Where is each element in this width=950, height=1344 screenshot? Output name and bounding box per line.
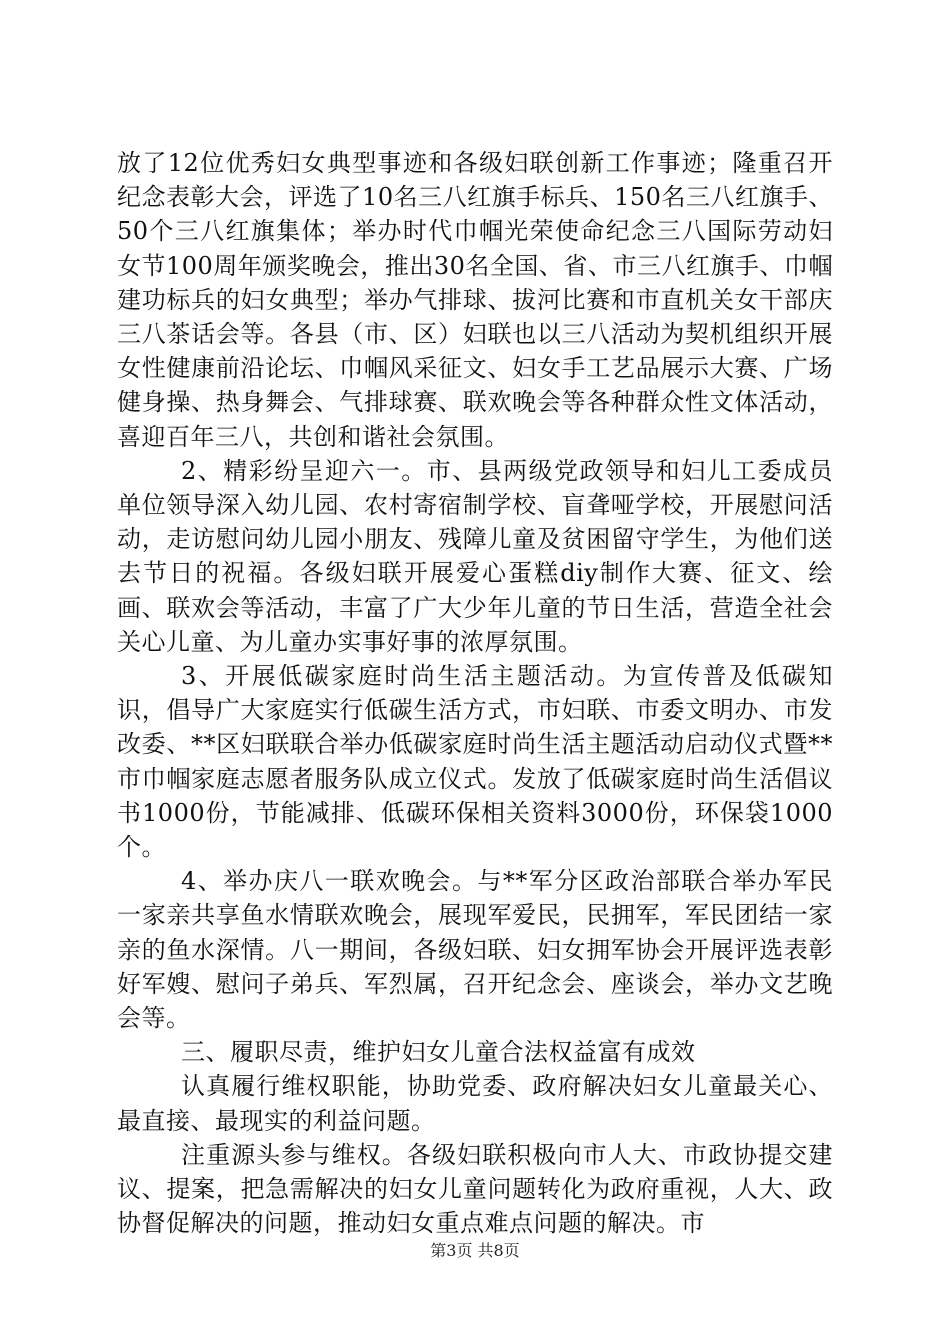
paragraph-5: 认真履行维权职能，协助党委、政府解决妇女儿童最关心、最直接、最现实的利益问题。 bbox=[117, 1072, 833, 1135]
paragraph-1: 放了12位优秀妇女典型事迹和各级妇联创新工作事迹；隆重召开纪念表彰大会，评选了10名三八红旗手标兵、150名三八红旗手、50个三八红旗集体；举办时代巾帼光荣使命纪念三八国际劳动妇女节100周年颁奖晚会，推出30名全国、省、市三八红旗手、巾帼建功标兵的妇女典型；举办气排球、拔河比赛和市直机关女干部庆三八茶话会等。各县（市、区）妇联也以三八活动为契机组织开展女性健康前沿论坛、巾帼风采征文、妇女手工艺品展示大赛、广场健身操、热身舞会、气排球赛、联欢晚会等各种群众性文体活动，喜迎百年三八，共创和谐社会氛围。 bbox=[117, 149, 833, 451]
paragraph-3: 3、开展低碳家庭时尚生活主题活动。为宣传普及低碳知识，倡导广大家庭实行低碳生活方式，市妇联、市委文明办、市发改委、**区妇联联合举办低碳家庭时尚生活主题活动启动仪式暨**市巾帼家庭志愿者服务队成立仪式。发放了低碳家庭时尚生活倡议书1000份，节能减排、低碳环保相关资料3000份，环保袋1000个。 bbox=[117, 662, 833, 862]
page-number-footer: 第3页 共8页 bbox=[430, 1241, 520, 1260]
paragraph-4: 4、举办庆八一联欢晚会。与**军分区政治部联合举办军民一家亲共享鱼水情联欢晚会，展现军爱民，民拥军，军民团结一家亲的鱼水深情。八一期间，各级妇联、妇女拥军协会开展评选表彰好军嫂、慰问子弟兵、军烈属，召开纪念会、座谈会，举办文艺晚会等。 bbox=[117, 867, 833, 1033]
section-heading: 三、履职尽责，维护妇女儿童合法权益富有成效 bbox=[181, 1038, 696, 1067]
body-text bbox=[117, 146, 833, 1241]
paragraph-2: 2、精彩纷呈迎六一。市、县两级党政领导和妇儿工委成员单位领导深入幼儿园、农村寄宿制学校、盲聋哑学校，开展慰问活动，走访慰问幼儿园小朋友、残障儿童及贫困留守学生，为他们送去节日的祝福。各级妇联开展爱心蛋糕diy制作大赛、征文、绘画、联欢会等活动，丰富了广大少年儿童的节日生活，营造全社会关心儿童、为儿童办实事好事的浓厚氛围。 bbox=[117, 456, 833, 656]
paragraph-6: 注重源头参与维权。各级妇联积极向市人大、市政协提交建议、提案，把急需解决的妇女儿童问题转化为政府重视，人大、政协督促解决的问题，推动妇女重点难点问题的解决。市 bbox=[117, 1140, 833, 1238]
